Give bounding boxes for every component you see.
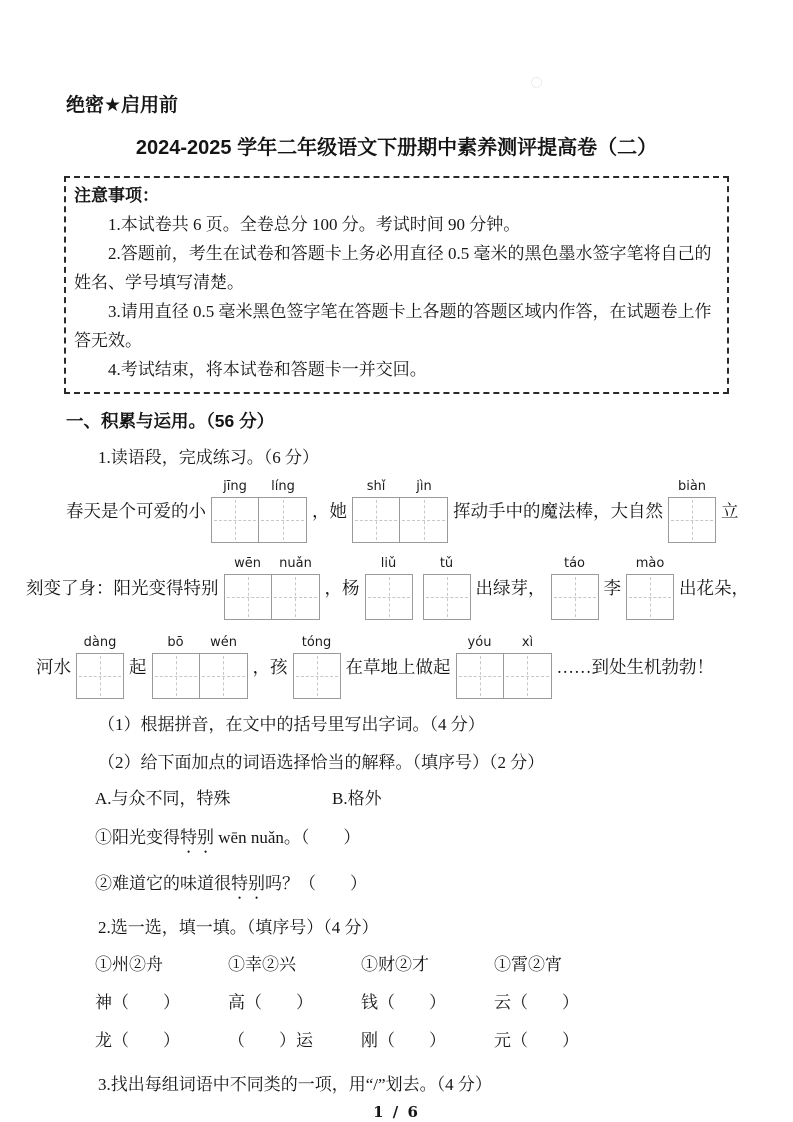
definition-option: A.与众不同，特殊: [95, 789, 231, 808]
pinyin-writing-grid: [352, 478, 448, 543]
passage-text: ……到处生机勃勃！: [556, 657, 714, 677]
match-cell: 云（ ）: [494, 993, 579, 1012]
pinyin-writing-grid: [456, 634, 552, 699]
pinyin-row: [224, 555, 320, 574]
pinyin-row: [365, 555, 413, 574]
character-writing-box: [200, 653, 248, 699]
character-writing-box: [668, 497, 716, 543]
character-writing-box: [626, 574, 674, 620]
question1-label: 1.读语段，完成练习。（6 分）: [98, 448, 319, 467]
notice-item: 2.答题前，考生在试卷和答题卡上务必用直径 0.5 毫米的黑色墨水签字笔将自己的姓名、学号填写清楚。: [74, 244, 712, 292]
character-writing-box: [400, 497, 448, 543]
notice-items: [74, 210, 717, 384]
pinyin-writing-grid: [668, 478, 716, 543]
pinyin-label: tóng: [301, 635, 332, 650]
match-cell: 龙（ ）: [95, 1031, 180, 1050]
pinyin-passage: [0, 478, 793, 699]
page-number: 1 / 6: [373, 1103, 420, 1121]
pinyin-row: [152, 634, 248, 653]
pinyin-row: [293, 634, 341, 653]
notice-item: 1.本试卷共 6 页。全卷总分 100 分。考试时间 90 分钟。: [108, 215, 521, 234]
question1-part1: （1）根据拼音，在文中的括号里写出字词。（4 分）: [98, 715, 485, 734]
sentence-text: ②难道它的味道很: [95, 874, 231, 893]
grid-row: [551, 574, 599, 620]
grid-row: [456, 653, 552, 699]
emphasized-word-sentence: [95, 871, 793, 903]
pinyin-label: dàng: [83, 635, 117, 650]
passage-line: [26, 555, 793, 620]
character-writing-box: [352, 497, 400, 543]
passage-text: 李: [603, 578, 621, 598]
character-writing-box: [76, 653, 124, 699]
pinyin-writing-grid: [293, 634, 341, 699]
match-column-header: ①州②舟: [95, 955, 163, 974]
pinyin-label: jìn: [416, 479, 432, 494]
scan-artifact-dot: [531, 77, 542, 88]
character-writing-box: [224, 574, 272, 620]
character-writing-box: [423, 574, 471, 620]
passage-text: ，孩: [252, 657, 288, 677]
pinyin-label: nuǎn: [279, 556, 312, 571]
passage-text: 出绿芽，: [475, 578, 546, 598]
character-match-table: [95, 946, 793, 1060]
pinyin-writing-grid: [211, 478, 307, 543]
pinyin-label: wén: [210, 635, 237, 650]
pinyin-writing-grid: [423, 555, 471, 620]
notice-heading: 注意事项：: [74, 186, 159, 205]
emphasized-word: 特别: [180, 828, 214, 847]
classification-label: 绝密★启用前: [66, 95, 179, 116]
character-writing-box: [272, 574, 320, 620]
match-cell: 元（ ）: [494, 1031, 579, 1050]
passage-line: [66, 478, 793, 543]
pinyin-writing-grid: [152, 634, 248, 699]
pinyin-row: [626, 555, 674, 574]
passage-text: 立: [721, 501, 739, 521]
pinyin-writing-grid: [626, 555, 674, 620]
character-writing-box: [211, 497, 259, 543]
definition-options-row: [95, 787, 793, 811]
pinyin-label: tǔ: [439, 556, 454, 571]
passage-text: 出花朵，: [679, 578, 749, 598]
sentence-text: wēn nuǎn。（ ）: [214, 828, 361, 847]
question3-label: 3.找出每组词语中不同类的一项，用“/”划去。（4 分）: [98, 1075, 492, 1094]
grid-row: [152, 653, 248, 699]
passage-text: 挥动手中的魔法棒，大自然: [453, 501, 663, 521]
pinyin-row: [211, 478, 307, 497]
character-writing-box: [551, 574, 599, 620]
pinyin-row: [551, 555, 599, 574]
character-writing-box: [259, 497, 307, 543]
pinyin-label: mào: [635, 556, 665, 571]
pinyin-row: [76, 634, 124, 653]
grid-row: [626, 574, 674, 620]
grid-row: [423, 574, 471, 620]
page-title: 2024-2025 学年二年级语文下册期中素养测评提高卷（二）: [135, 137, 658, 159]
pinyin-label: biàn: [677, 479, 707, 494]
match-cell: 高（ ）: [228, 993, 313, 1012]
notice-item: 3.请用直径 0.5 毫米黑色签字笔在答题卡上各题的答题区域内作答，在试题卷上作答无效。: [74, 302, 712, 350]
character-writing-box: [456, 653, 504, 699]
question1-part2: （2）给下面加点的词语选择恰当的解释。（填序号）（2 分）: [98, 753, 545, 772]
character-writing-box: [504, 653, 552, 699]
section1-heading: 一、积累与运用。（56 分）: [66, 411, 275, 431]
grid-row: [352, 497, 448, 543]
pinyin-writing-grid: [224, 555, 320, 620]
grid-row: [76, 653, 124, 699]
character-writing-box: [293, 653, 341, 699]
match-cell: 刚（ ）: [361, 1031, 446, 1050]
pinyin-label: yóu: [467, 635, 492, 650]
pinyin-writing-grid: [551, 555, 599, 620]
passage-text: ，杨: [324, 578, 360, 598]
sentence-text: ①阳光变得: [95, 828, 180, 847]
match-cell: （ ）运: [228, 1031, 313, 1050]
definition-option: B.格外: [332, 789, 382, 808]
match-cell: 神（ ）: [95, 993, 180, 1012]
emphasis-sentences: [0, 825, 793, 903]
match-column-header: ①财②才: [361, 955, 429, 974]
pinyin-label: wēn: [234, 556, 261, 571]
pinyin-row: [456, 634, 552, 653]
pinyin-label: shǐ: [366, 479, 386, 494]
pinyin-label: táo: [563, 556, 586, 571]
passage-text: 在草地上做起: [345, 657, 451, 677]
match-column: [361, 946, 494, 1060]
sentence-text: 吗？（ ）: [265, 874, 367, 893]
grid-row: [365, 574, 413, 620]
pinyin-label: jīng: [223, 479, 247, 494]
character-writing-box: [152, 653, 200, 699]
notice-item: 4.考试结束，将本试卷和答题卡一并交回。: [108, 360, 427, 379]
passage-line: [36, 634, 793, 699]
pinyin-row: [423, 555, 471, 574]
pinyin-label: líng: [271, 479, 295, 494]
match-column: [494, 946, 579, 1060]
pinyin-label: liǔ: [380, 556, 397, 571]
passage-text: 河水: [36, 657, 71, 677]
passage-text: 起: [129, 657, 147, 677]
pinyin-row: [352, 478, 448, 497]
pinyin-label: bō: [167, 635, 184, 650]
character-writing-box: [365, 574, 413, 620]
emphasized-word: 特别: [231, 874, 265, 893]
match-column: [228, 946, 361, 1060]
match-column-header: ①幸②兴: [228, 955, 296, 974]
grid-row: [668, 497, 716, 543]
match-column-header: ①霄②宵: [494, 955, 562, 974]
question2-label: 2.选一选，填一填。（填序号）（4 分）: [98, 918, 379, 937]
pinyin-label: xì: [521, 635, 534, 650]
passage-text: ，她: [312, 501, 347, 521]
pinyin-writing-grid: [365, 555, 413, 620]
pinyin-row: [668, 478, 716, 497]
emphasized-word-sentence: [95, 825, 793, 857]
notice-box: [64, 176, 729, 394]
grid-row: [224, 574, 320, 620]
passage-text: 刻变了身：阳光变得特别: [26, 578, 219, 598]
grid-row: [293, 653, 341, 699]
pinyin-writing-grid: [76, 634, 124, 699]
grid-row: [211, 497, 307, 543]
passage-text: 春天是个可爱的小: [66, 501, 206, 521]
match-cell: 钱（ ）: [361, 993, 446, 1012]
match-column: [95, 946, 228, 1060]
